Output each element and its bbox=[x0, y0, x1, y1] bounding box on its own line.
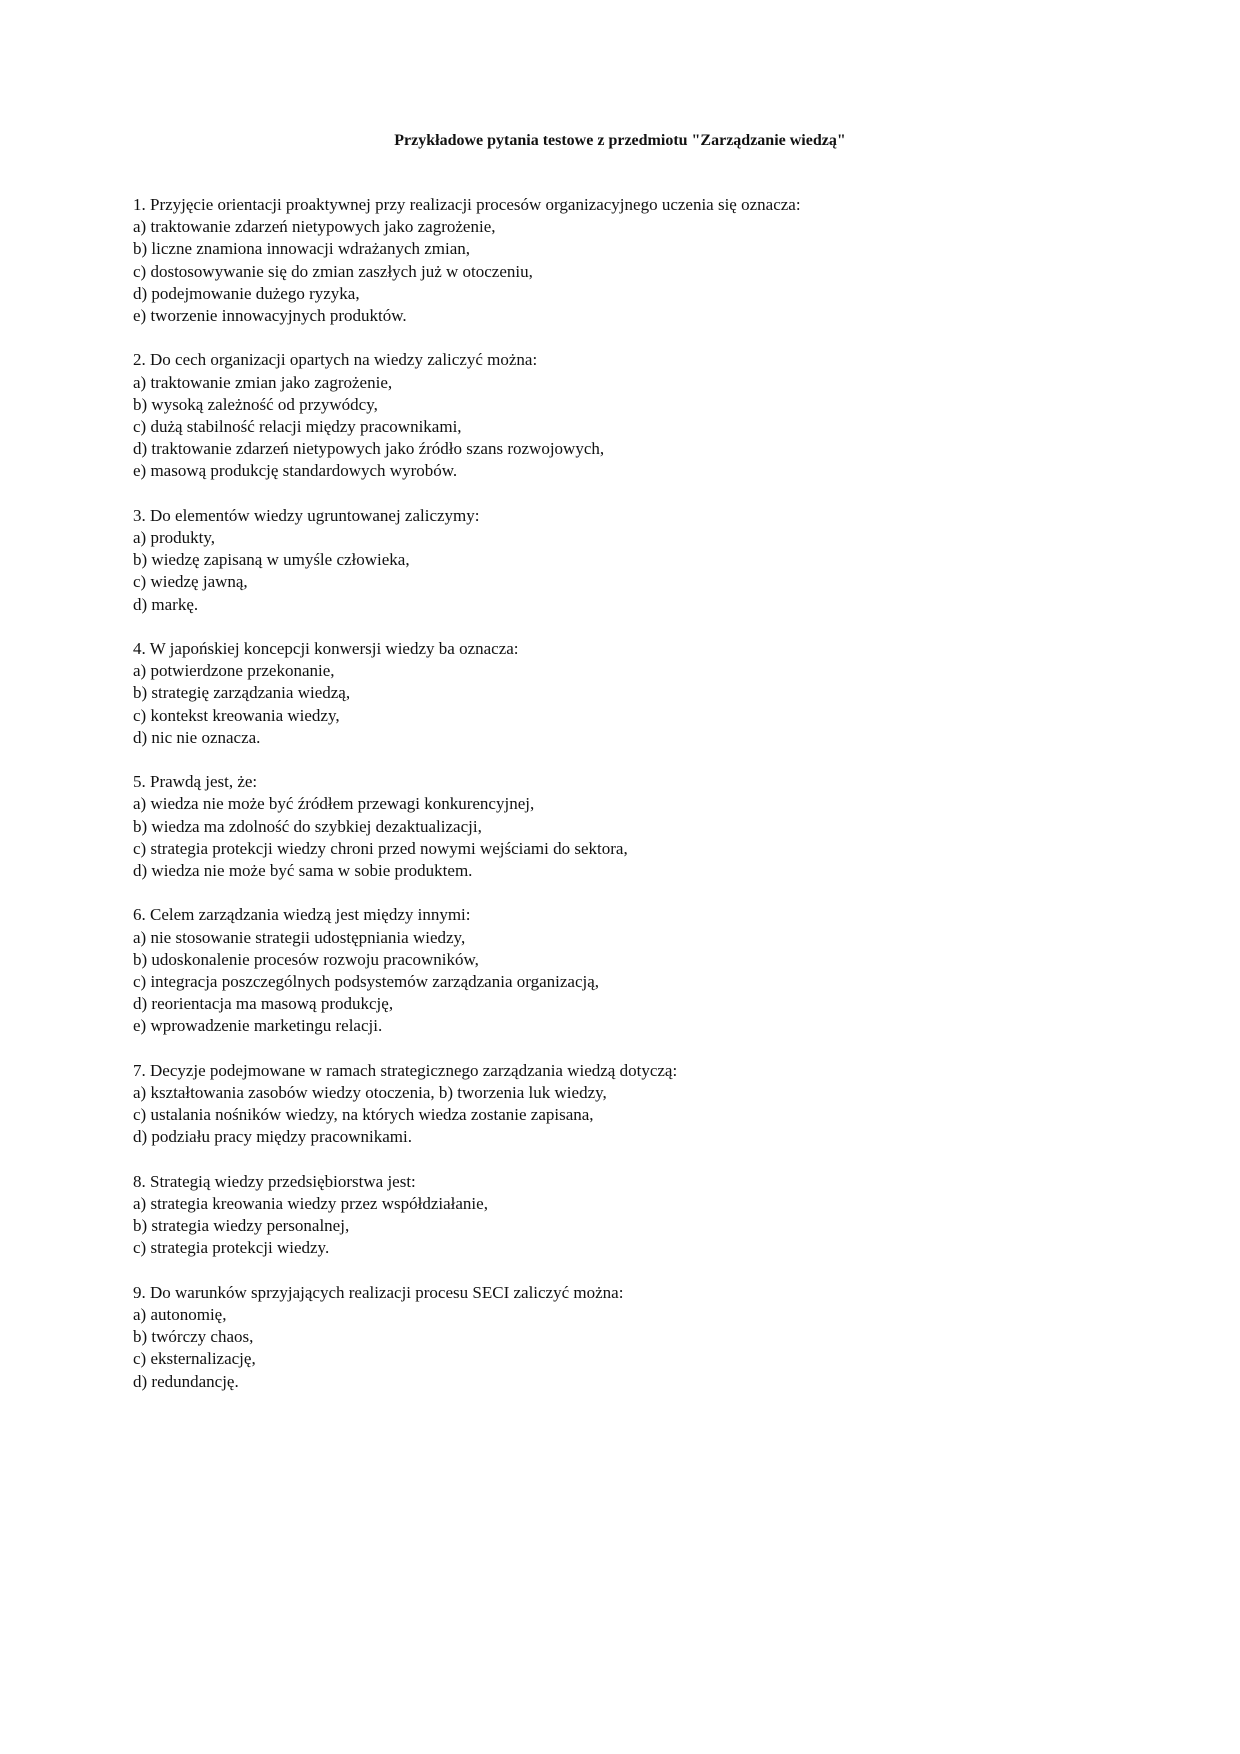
answer-option: a) traktowanie zmian jako zagrożenie, bbox=[133, 372, 393, 392]
answer-option: a) wiedza nie może być źródłem przewagi konkurencyjnej, bbox=[133, 794, 535, 814]
question-text: 4. W japońskiej koncepcji konwersji wiedzy ba oznacza: bbox=[133, 639, 519, 659]
question-5 bbox=[133, 771, 1133, 882]
answer-option: c) strategia protekcji wiedzy chroni przed nowymi wejściami do sektora, bbox=[133, 838, 628, 858]
answer-option: c) eksternalizację, bbox=[133, 1349, 256, 1369]
question-6 bbox=[133, 904, 1133, 1037]
answer-option: c) wiedzę jawną, bbox=[133, 572, 248, 592]
answer-option: d) markę. bbox=[133, 594, 199, 614]
answer-option: c) strategia protekcji wiedzy. bbox=[133, 1238, 330, 1258]
question-3 bbox=[133, 505, 1133, 616]
question-text: 2. Do cech organizacji opartych na wiedzy zaliczyć można: bbox=[133, 350, 538, 370]
question-text: 8. Strategią wiedzy przedsiębiorstwa jest: bbox=[133, 1171, 416, 1191]
answer-option: c) ustalania nośników wiedzy, na których wiedza zostanie zapisana, bbox=[133, 1105, 594, 1125]
question-text: 6. Celem zarządzania wiedzą jest między innymi: bbox=[133, 905, 471, 925]
question-9 bbox=[133, 1282, 1133, 1393]
answer-option: a) produkty, bbox=[133, 528, 215, 548]
question-4 bbox=[133, 638, 1133, 749]
answer-option: d) redundancję. bbox=[133, 1371, 239, 1391]
answer-option: d) podejmowanie dużego ryzyka, bbox=[133, 283, 360, 303]
answer-option: d) wiedza nie może być sama w sobie produktem. bbox=[133, 861, 473, 881]
answer-option: a) kształtowania zasobów wiedzy otoczenia, b) tworzenia luk wiedzy, bbox=[133, 1083, 607, 1103]
questions-list bbox=[133, 194, 1133, 1415]
answer-option: a) nie stosowanie strategii udostępniania wiedzy, bbox=[133, 927, 466, 947]
answer-option: c) dużą stabilność relacji między pracownikami, bbox=[133, 417, 462, 437]
answer-option: b) wiedza ma zdolność do szybkiej dezaktualizacji, bbox=[133, 816, 482, 836]
answer-option: c) kontekst kreowania wiedzy, bbox=[133, 705, 340, 725]
answer-option: c) dostosowywanie się do zmian zaszłych już w otoczeniu, bbox=[133, 261, 533, 281]
answer-option: a) traktowanie zdarzeń nietypowych jako zagrożenie, bbox=[133, 217, 496, 237]
answer-option: b) liczne znamiona innowacji wdrażanych zmian, bbox=[133, 239, 471, 259]
answer-option: b) udoskonalenie procesów rozwoju pracowników, bbox=[133, 949, 479, 969]
answer-option: b) strategia wiedzy personalnej, bbox=[133, 1216, 350, 1236]
answer-option: c) integracja poszczególnych podsystemów zarządzania organizacją, bbox=[133, 972, 600, 992]
answer-option: a) strategia kreowania wiedzy przez współdziałanie, bbox=[133, 1194, 488, 1214]
answer-option: b) strategię zarządzania wiedzą, bbox=[133, 683, 351, 703]
document-title: Przykładowe pytania testowe z przedmiotu "Zarządzanie wiedzą" bbox=[394, 132, 846, 149]
answer-option: a) autonomię, bbox=[133, 1305, 227, 1325]
answer-option: e) masową produkcję standardowych wyrobów. bbox=[133, 461, 458, 481]
question-2 bbox=[133, 349, 1133, 482]
answer-option: b) wysoką zależność od przywódcy, bbox=[133, 394, 378, 414]
question-text: 7. Decyzje podejmowane w ramach strategicznego zarządzania wiedzą dotyczą: bbox=[133, 1060, 678, 1080]
question-8 bbox=[133, 1171, 1133, 1260]
question-text: 5. Prawdą jest, że: bbox=[133, 772, 258, 792]
question-1 bbox=[133, 194, 1133, 327]
answer-option: b) wiedzę zapisaną w umyśle człowieka, bbox=[133, 550, 410, 570]
question-text: 9. Do warunków sprzyjających realizacji procesu SECI zaliczyć można: bbox=[133, 1282, 624, 1302]
answer-option: d) podziału pracy między pracownikami. bbox=[133, 1127, 412, 1147]
answer-option: e) tworzenie innowacyjnych produktów. bbox=[133, 306, 407, 326]
answer-option: d) traktowanie zdarzeń nietypowych jako źródło szans rozwojowych, bbox=[133, 439, 605, 459]
answer-option: a) potwierdzone przekonanie, bbox=[133, 661, 335, 681]
answer-option: d) nic nie oznacza. bbox=[133, 727, 261, 747]
question-text: 1. Przyjęcie orientacji proaktywnej przy realizacji procesów organizacyjnego uczenia się oznacza: bbox=[133, 195, 801, 214]
question-text: 3. Do elementów wiedzy ugruntowanej zaliczymy: bbox=[133, 505, 480, 525]
answer-option: b) twórczy chaos, bbox=[133, 1327, 254, 1347]
question-7 bbox=[133, 1060, 1133, 1149]
answer-option: e) wprowadzenie marketingu relacji. bbox=[133, 1016, 383, 1036]
answer-option: d) reorientacja ma masową produkcję, bbox=[133, 994, 394, 1014]
